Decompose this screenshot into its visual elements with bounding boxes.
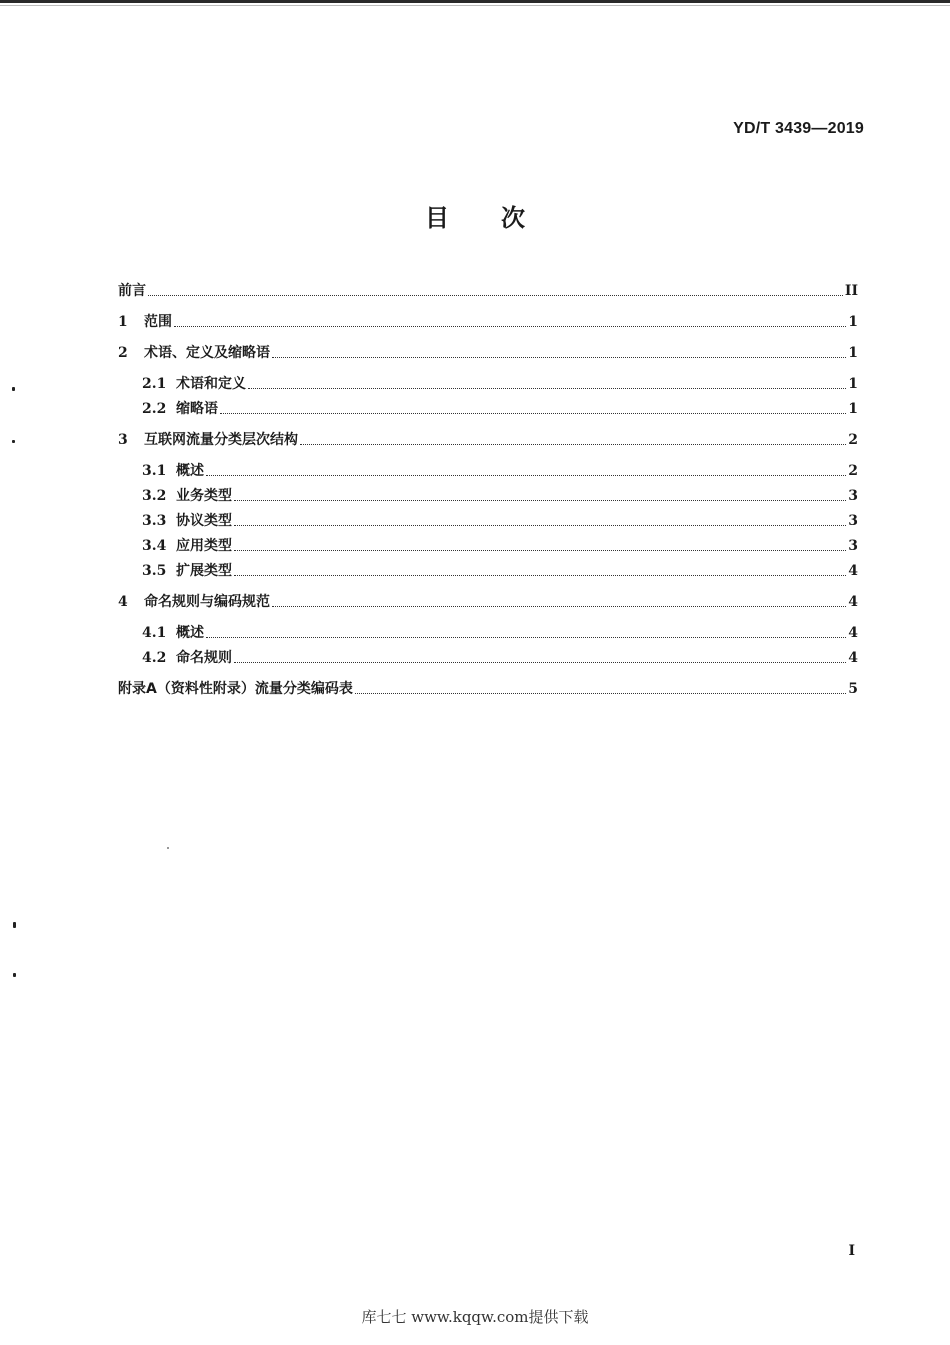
standard-code: YD/T 3439—2019	[733, 120, 864, 137]
toc-leader-dots	[272, 606, 846, 607]
toc-entry-page: 5	[848, 681, 858, 697]
toc-entry-number: 4	[118, 594, 128, 610]
toc-entry-number: 1	[118, 314, 128, 330]
top-border-line	[0, 0, 950, 3]
toc-entry-text: 缩略语	[176, 401, 218, 417]
toc-leader-dots	[206, 637, 846, 638]
toc-leader-dots	[206, 475, 846, 476]
toc-entry-page: II	[844, 283, 858, 299]
toc-entry-text: 附录A（资料性附录）流量分类编码表	[118, 681, 353, 697]
toc-entry-number: 3.3	[142, 513, 167, 529]
toc-entry-text: 概述	[176, 463, 204, 479]
toc-entry-page: 4	[848, 563, 858, 579]
toc-entry-4-2[interactable]	[142, 645, 858, 667]
scan-speck	[13, 973, 16, 977]
scan-speck	[167, 847, 169, 849]
toc-entry-appendix-a[interactable]	[118, 676, 858, 698]
toc-entry-4-1[interactable]	[142, 620, 858, 642]
top-border-line-thin	[0, 5, 950, 6]
toc-entry-page: 1	[848, 345, 858, 361]
toc-leader-dots	[220, 413, 846, 414]
toc-entry-page: 1	[848, 314, 858, 330]
toc-entry-3[interactable]	[118, 427, 858, 449]
toc-leader-dots	[355, 693, 846, 694]
toc-entry-text: 术语、定义及缩略语	[144, 345, 270, 361]
toc-entry-3-1[interactable]	[142, 458, 858, 480]
toc-entry-3-3[interactable]	[142, 508, 858, 530]
toc-entry-text: 协议类型	[176, 513, 232, 529]
toc-entry-number: 2.1	[142, 376, 167, 392]
toc-entry-2-1[interactable]	[142, 371, 858, 393]
toc-entry-page: 3	[848, 538, 858, 554]
toc-leader-dots	[234, 525, 846, 526]
toc-entry-number: 3.1	[142, 463, 167, 479]
toc-entry-page: 1	[848, 401, 858, 417]
toc-entry-text: 命名规则与编码规范	[144, 594, 270, 610]
toc-entry-page: 4	[848, 594, 858, 610]
toc-leader-dots	[248, 388, 846, 389]
toc-entry-2-2[interactable]	[142, 396, 858, 418]
toc-entry-text: 范围	[144, 314, 172, 330]
toc-entry-number: 4.2	[142, 650, 167, 666]
toc-entry-3-2[interactable]	[142, 483, 858, 505]
toc-leader-dots	[300, 444, 846, 445]
toc-entry-foreword[interactable]	[118, 278, 858, 300]
toc-entry-page: 3	[848, 488, 858, 504]
toc-entry-text: 扩展类型	[176, 563, 232, 579]
toc-entry-page: 2	[848, 463, 858, 479]
toc-entry-number: 3	[118, 432, 128, 448]
toc-entry-1[interactable]	[118, 309, 858, 331]
toc-entry-number: 2.2	[142, 401, 167, 417]
page-number: I	[848, 1243, 855, 1259]
toc-entry-number: 3.5	[142, 563, 167, 579]
toc-entry-page: 2	[848, 432, 858, 448]
toc-leader-dots	[234, 500, 846, 501]
toc-leader-dots	[234, 550, 846, 551]
toc-entry-text: 互联网流量分类层次结构	[144, 432, 298, 448]
toc-entry-text: 应用类型	[176, 538, 232, 554]
toc-entry-number: 3.4	[142, 538, 167, 554]
scan-speck	[12, 440, 15, 443]
toc-entry-page: 1	[848, 376, 858, 392]
toc-leader-dots	[234, 575, 846, 576]
toc-entry-3-4[interactable]	[142, 533, 858, 555]
toc-entry-text: 业务类型	[176, 488, 232, 504]
scan-speck	[12, 387, 15, 391]
toc-entry-number: 2	[118, 345, 128, 361]
toc-entry-text: 术语和定义	[176, 376, 246, 392]
toc-entry-text: 前言	[118, 283, 146, 299]
toc-title: 目次	[425, 204, 577, 232]
toc-entry-text: 命名规则	[176, 650, 232, 666]
toc-entry-number: 3.2	[142, 488, 167, 504]
toc-entry-text: 概述	[176, 625, 204, 641]
toc-entry-page: 4	[848, 650, 858, 666]
toc-entry-2[interactable]	[118, 340, 858, 362]
toc-entry-3-5[interactable]	[142, 558, 858, 580]
toc-leader-dots	[174, 326, 846, 327]
toc-leader-dots	[272, 357, 846, 358]
download-watermark: 库七七 www.kqqw.com提供下载	[361, 1308, 589, 1326]
toc-entry-4[interactable]	[118, 589, 858, 611]
toc-entry-number: 4.1	[142, 625, 167, 641]
toc-leader-dots	[234, 662, 846, 663]
toc-leader-dots	[148, 295, 843, 296]
scan-speck	[13, 922, 16, 928]
toc-entry-page: 4	[848, 625, 858, 641]
toc-entry-page: 3	[848, 513, 858, 529]
